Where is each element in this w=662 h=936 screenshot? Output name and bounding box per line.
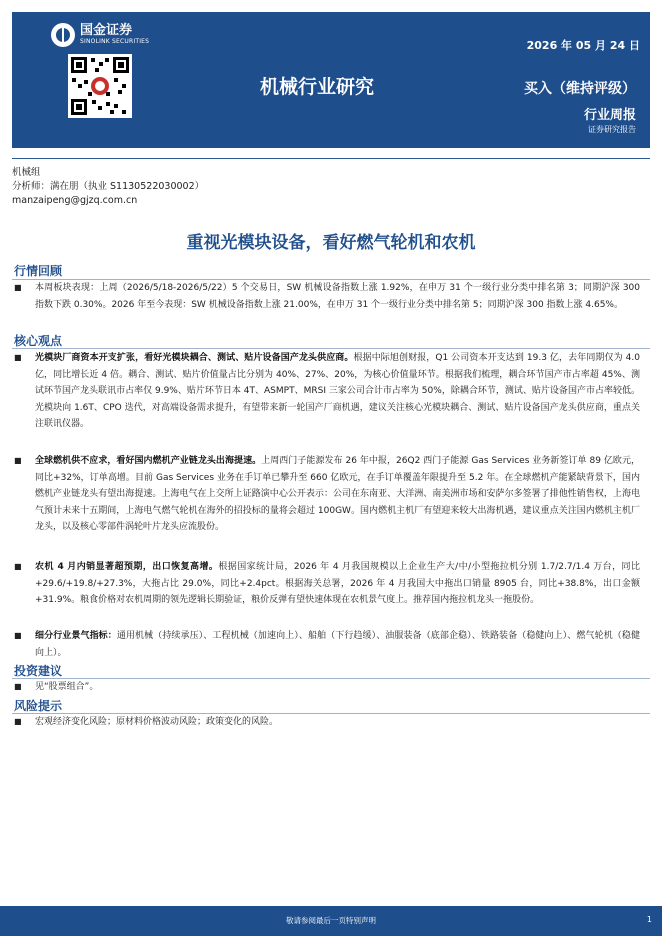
- view-item: ■ 全球燃机供不应求，看好国内燃机产业链龙头出海提速。上周西门子能源发布 26 年中报，26Q2 西门子能源 Gas Services 业务新签订单 89 亿欧元，同比+32%，订单高增。目前 Gas Services 业务在手订单已攀升至 660 亿欧元，在手订单覆盖年限提升至 5.2 年。在全球燃机产能紧缺背景下，国内燃机产业链龙头有望出海提速。上海电气在上交所上证路演中心公开表示：公司在东南亚、大洋洲、南美洲市场和安萨尔多签署了排他性销售权，上海电气预计未来十五期间，上海电气燃气轮机在海外的招投标的量将会超过 100GW。国内燃机主机厂有望迎来较大出海机遇，建议重点关注国内燃机主机厂龙头，以及核心零部件涡轮叶片龙头应流股份。: [14, 453, 640, 536]
- company-logo: [50, 22, 149, 48]
- report-type: 行业周报: [583, 108, 636, 123]
- logo-icon: [50, 22, 76, 48]
- report-header: [12, 12, 650, 148]
- report-date: 2026 年 05 月 24 日: [526, 39, 640, 52]
- view-item: ■ 光模块厂商资本开支扩张，看好光模块耦合、测试、贴片设备国产龙头供应商。根据中际旭创财报，Q1 公司资本开支达到 19.3 亿，去年同期仅为 4.0 亿，同比增长近 4 倍。耦合、测试、贴片价值量占比分别为 40%、27%、20%，为核心价值量环节。根据我们梳理，耦合环节国产市占率超 45%、测试环节国产龙头联讯市占率仅 9.9%、贴片环节日本 4T、ASMPT、MRSI 三家公司合计市占率为 50%，除耦合环节，测试、贴片设备国产市占率较低。光模块向 1.6T、CPO 迭代，对高端设备需求提升，有望带来新一轮国产厂商机遇，建议关注核心光模块耦合、测试、贴片设备国产龙头供应商，重点关注联讯仪器。: [14, 350, 640, 433]
- bullet-icon: ■: [14, 682, 22, 691]
- section-heading-risk: 风险提示: [14, 699, 63, 713]
- footer-disclaimer[interactable]: 敬请参阅最后一页特别声明: [286, 916, 376, 925]
- view-item: ■ 细分行业景气指标：通用机械（持续承压）、工程机械（加速向上）、船舶（下行趋缓）、油服装备（底部企稳）、铁路装备（稳健向上）、燃气轮机（稳健向上）。: [14, 628, 640, 661]
- report-category: 证券研究报告: [588, 125, 636, 134]
- logo-name-en: SINOLINK SECURITIES: [80, 38, 150, 45]
- bullet-icon: ■: [14, 562, 22, 571]
- bullet-icon: ■: [14, 353, 22, 362]
- page-footer: [0, 906, 662, 936]
- review-item: ■ 本周板块表现：上周（2026/5/18-2026/5/22）5 个交易日，SW 机械设备指数上涨 1.92%，在申万 31 个一级行业分类中排名第 3；同期沪深 300 指数下跌 0.30%。2026 年至今表现：SW 机械设备指数上涨 21.00%，在申万 31 个一级行业分类中排名第 5；同期沪深 300 指数上涨 4.65%。: [14, 280, 640, 313]
- section-divider: [12, 348, 650, 349]
- qr-code-icon: [68, 54, 132, 118]
- rating-badge: 买入（维持评级）: [524, 81, 636, 97]
- analyst-email[interactable]: manzaipeng@gjzq.com.cn: [12, 195, 138, 206]
- bullet-icon: ■: [14, 717, 22, 726]
- analyst-group: 机械组: [12, 167, 41, 178]
- section-heading-review: 行情回顾: [14, 264, 63, 278]
- header-divider: [12, 158, 650, 159]
- risk-item: ■ 宏观经济变化风险；原材料价格波动风险；政策变化的风险。: [14, 714, 640, 731]
- analyst-name: 分析师：满在朋（执业 S1130522030002）: [12, 181, 205, 192]
- analyst-info: [12, 166, 204, 208]
- bullet-icon: ■: [14, 456, 22, 465]
- report-industry-title: 机械行业研究: [260, 76, 375, 98]
- advice-item: ■ 见“股票组合”。: [14, 679, 640, 696]
- bullet-icon: ■: [14, 631, 22, 640]
- section-heading-views: 核心观点: [14, 334, 63, 348]
- page-number: 1: [646, 915, 652, 924]
- view-item: ■ 农机 4 月内销显著超预期，出口恢复高增。根据国家统计局，2026 年 4 月我国规模以上企业生产大/中/小型拖拉机分别 1.7/2.7/1.4 万台，同比+29.6/+19.8/+27.3%，大拖占比 29.0%，同比+2.4pct。根据海关总署，2026 年 4 月我国大中拖出口销量 8905 台，同比+38.8%，出口金额+31.9%。粮食价格对农机周期的领先逻辑长期验证，粮价反弹有望快速体现在农机景气度上。推荐国内拖拉机龙头一拖股份。: [14, 559, 640, 609]
- logo-name-cn: 国金证券: [80, 23, 133, 38]
- section-heading-advice: 投资建议: [14, 664, 63, 678]
- bullet-icon: ■: [14, 283, 22, 292]
- report-headline: 重视光模块设备，看好燃气轮机和农机: [186, 233, 476, 253]
